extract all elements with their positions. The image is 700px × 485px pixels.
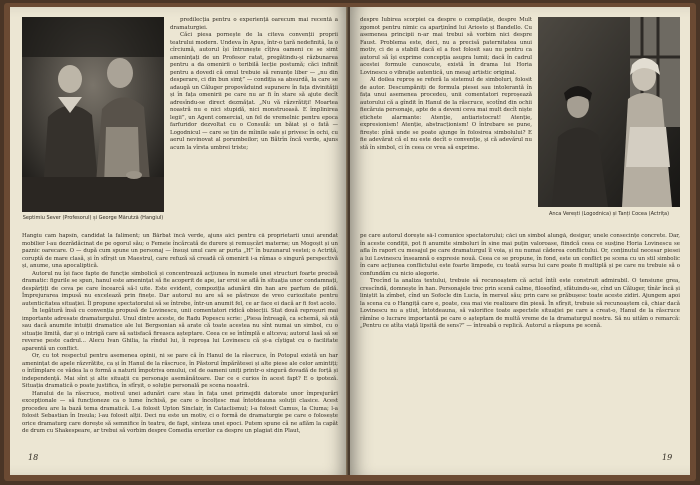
- page-number-right: 19: [662, 453, 673, 462]
- text-column-upper-right: [170, 17, 338, 231]
- paragraph: Căci piesa pornește de la citeva convenții proprii teatrului modern. Undeva în Apus, într-o țară nedefinită, la o cîrciumă, autorul își întrunește cîțiva oameni ce se simt amenințați de un Profesor ratat, pregătindu-și răzbunarea pentru a da omenirii o teribilă lecție postumă; căci infinit pentru a dovedi că omul trebuie să renunțe liber — „nu din desperare, ci din bun simț” — condiția sa absurdă, la care se adaugă un Căluger propovăduind supunere în fața divinității și în fața omenirii pe care nu ar fi în stare să ajute decît adresîndu-se direct dezmățat. „Nu vă răzvrătiți! Moartea noastră nu e nici stupidă, nici monstruoasă. E împlinirea legii”, un Agent comercial, un fel de vremelnic pentru epoca farfuridor dezvoltat cu o Consulă: un băiat și o fată — Logodnicul — care se țin de mîinile sale și privesc în ochi, cu aerul nevinovat al porumbeilor; un Bătrîn încă verde, ajuns acum la vîrsta umbrei triste;: [170, 32, 338, 151]
- paragraph: despre Iubirea scorpiei ca despre o compilație, despre Mult zgomot pentru nimic ca aparținînd lui Ariosto și Bandello. Cu asemenea principii n-ar mai trebui să vorbim nici despre Faust. Problema este, deci, nu a precisă paternitatea unui motiv, ci de a stabili dacă el a fost folosit sau nu pentru ca autorul să își exprime concepția asupra lumii; dacă în cadrul acestei formule cunoscute, există în drama lui Horia Lovinescu o vibrație autentică, un mesaj artistic original.: [360, 17, 532, 76]
- text-column-upper-left: [360, 17, 532, 231]
- paragraph: pe care autorul dorește să-l comunice spectatorului; căci un simbol alungă, desigur, unele consecințe concrete. Dar, în aceste condiții, pot fi anumite simboluri în sine mai puțin valoroase, fiindcă ceea ce susține Horia Lovinescu se afla în raport cu mesajul pe care dramaturgul îl voia, și nu numai căderea conflictului. Or, conținutul necesar piesei a lui Lovinescu înseamnă o expresie nouă. Ceea ce se propune, în fond, este un conflict pe scena cu un stil simbolic în care acțiunea conflictului este foarte limpede, cu toată sursa lui care poate fi multiplă și pe care nu trebuie să o confundăm cu nicio alegorie.: [360, 233, 680, 277]
- paragraph: Or, cu tot respectul pentru asemenea opinii, ni se pare că în Hanul de la răscruce, în Potopul există un har amenințat de apele răzvrătite, ca și în Hanul de la răscruce, în Păstorul împărătesei și alte piese ale celor amintiți; o întîmplare ce vădea la o formă a naturii împotriva omului, cel de oameni uniți printr-o singură dovadă de forță și independență. Mai sînt și alte situații cu personaje asemănătoare. Dar ce e curios în acest fapt? E o ipoteză. Situația dramatică o poate justifica, în sfîrșit, o soluție personală pe scena noastră.: [22, 353, 338, 389]
- paragraph: Hangiu cam hapsîn, candidat la faliment; un Bărbat încă verde, ajuns aici pentru că proprietarii unui arendat mobilier l-au dezrădăcinat de pe ogorul său; o Femeie încărcată de durere și remușcări materne; un Mogoșit și un paznic oarecare. O — după cum spune un personaj — însuși unul care ar purta „H” în buzunarul vestei; o Actriță, coruptă de mare clasă, și în sfîrșit un Maestrul, care refuză să creadă că omenirii i-a rămas o singură perspectivă și, anume, una apocaliptică.: [22, 233, 338, 269]
- open-magazine: [4, 3, 696, 481]
- photo-caption-left: Septimiu Sever (Profesorul) și George Mărutză (Hangiul): [22, 215, 164, 221]
- text-column-lower: [22, 233, 338, 447]
- paragraph: În legătură însă cu convenția propusă de Lovinescu, unii comentatori ridică obiecții. Stat două reproșuri mai importante adresate dramaturgului. Unul dintre aceste, de Radu Popescu scrie: „Piesa întreagă, ca schemă, să stă sau dacă anumite intuiții dramatice ale lui Bergsonian să arate că toate acestea nu sînt numai un simbol, cu o situație limită, dar și o intrigă care să satisfacă fireasca așteptare. Ceea ce se întîmplă e altceva; autorul lasă să se reverse peste cadrul... Alecu Ivan Ghilia, la rîndul lui, îi reproșa lui Lovinescu că și-a cîștigat cu o facilitate aparentă un conflict.: [22, 308, 338, 352]
- paragraph: Autorul nu își face fapte de funcție simbolică și concentrează acțiunea în numele unei structuri foarte precisă dramatic: figurile se spun, hanul este amenințat să fie acoperit de ape, iar eroii se află în situația unor condamnați, despărțiți de ceva pe care încearcă să-l uite. Este evident, compoziția adunării din han are parfum de pildă. Împrejurarea impusă nu excelează prin finețe. Dar autorul nu are să se păstreze de vreo curiozitate pentru autenticitatea situației. Îl propune spectatorului să se întrebe, într-un anumit fel, ce ar face ei dacă ar fi fost acolo.: [22, 270, 338, 307]
- left-page: [10, 7, 348, 475]
- page-number-left: 18: [28, 453, 39, 462]
- right-page: [350, 7, 690, 475]
- scene-photo-left: [22, 17, 164, 212]
- paragraph: Al doilea reproș se referă la sistemul de simboluri, folosit de autor. Descumpăniți de formula piesei sau intolerantă în fața unui asemenea procedeu, unii comentatori reproșează autorului că a gîndit în Hanul de la răscruce, scotînd din ochii fiecăruia personaje, apte de a deveni ceva mai mult decît niște etichete alarmante: Atenție, antiaristocrat! Atenție, expresionism! Atenție, abstracționism! O întrebare se pune, firește: pînă unde se poate ajunge în folosirea simbolului? E fie adevărat că el nu este decît o convenție, și că adevărul nu stă în simbol, ci în ceea ce vrea să exprime.: [360, 77, 532, 151]
- paragraph: predilecția pentru o experiență oarecum mai recentă a dramaturgiei.: [170, 17, 338, 31]
- paragraph: Hanului de la răscruce, motivul unei adunări care stau în fața unei primejdii datorate unor împrejurări excepționale — să funcționeze ca o lume închisă, pe care o încolțesc mai întotdeauna soluții clasice. Acest procedeu are la bază tema dramatică. L-a folosit Upton Sinclair, în Cataclismul; l-a folosit Camus, la Ciuma; l-a folosit Sebastian în Insula; l-au folosit alții. Deci nu este un motiv, ci o formă de dramaturgie pe care o folosește orice dramaturg care dorește să semnifice în teatru, de fapt, sinteza unei epoci. Putem spune că ne aflăm la capăt de drum cu Shakespeare, ar trebui să vorbim despre Comedia erorilor ca despre un plagiat din Plaut,: [22, 390, 338, 434]
- scene-photo-right: [538, 17, 680, 207]
- text-column-lower: [360, 233, 680, 447]
- photo-caption-right: Anca Verești (Logodnica) și Tanți Cocea (Actrița): [548, 211, 670, 217]
- paragraph: Trecînd la analiza textului, trebuie să recunoaștem că actul întîi este construit admirabil. O tensiune grea, crescîndă, domnește în han. Personajele trec prin scenă calme, filosofînd, sfătuindu-se, cînd un Căluger, tînăr încă și liniștit la zîmbet, cînd un Sofocle din Lucia, în mersul său; prin care se prăbușesc toate aceste zidiri. Ajungem apoi la scena cu o Hangiță care e, poate, cea mai vie realizare din piesă. În sfîrșit, trebuie să recunoaștem că, chiar dacă Lovinescu nu a știut, întotdeauna, să valorifice toate aspectele situației pe care a creat-o, Hanul de la răscruce rămîne o lucrare importantă pe care o așteptam de multă vreme de la dramaturgul nostru. Să nu uităm o remarcă: „Pentru ce atîta viață lipsită de sens?” — întreabă o replică. Autorul a răspuns pe scenă.: [360, 278, 680, 329]
